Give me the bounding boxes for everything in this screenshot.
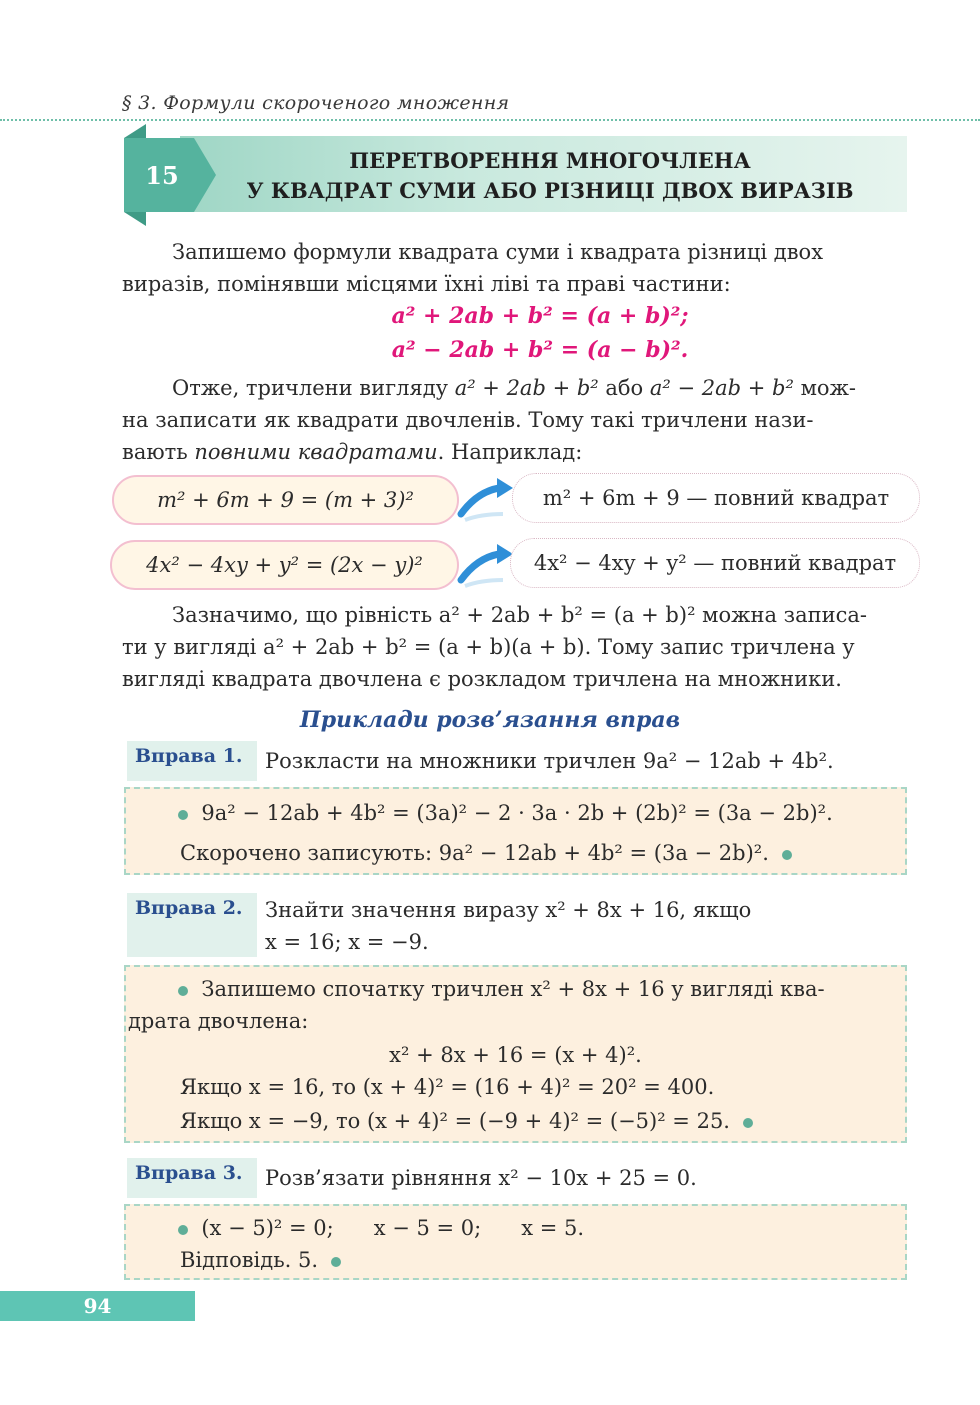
exercise-3-solution [124, 1204, 907, 1280]
end-dot-icon [782, 850, 792, 860]
para2-line-2: на записати як квадрати двочленів. Тому такі тричлени нази- [122, 408, 814, 432]
exercise-1-step: 9a² − 12ab + 4b² = (3a)² − 2 · 3a · 2b + (2b)² = (3a − 2b)². [201, 801, 833, 825]
arrow-right-icon [457, 474, 515, 522]
exercise-1-task: Розкласти на множники тричлен 9a² − 12ab + 4b². [265, 749, 834, 773]
exercise-2-solution-line-4: Якщо x = 16, то (x + 4)² = (16 + 4)² = 20² = 400. [180, 1075, 715, 1099]
para2-text-e: . Наприклад: [437, 440, 583, 464]
exercise-3-label [127, 1158, 257, 1198]
bullet-dot-icon [178, 810, 188, 820]
bullet-dot-icon [178, 1225, 188, 1235]
example-formula-2 [110, 540, 459, 590]
example-result-1 [512, 473, 920, 523]
exercise-2-step-1: Запишемо спочатку тричлен x² + 8x + 16 у вигляді ква- [201, 977, 825, 1001]
exercise-2-solution-line-3: x² + 8x + 16 = (x + 4)². [389, 1043, 642, 1067]
example-result-2-text: 4x² − 4xy + y² — повний квадрат [533, 551, 897, 575]
running-title: § 3. Формули скороченого множення [122, 92, 510, 114]
exercise-3-solution-line-1 [178, 1212, 584, 1244]
title-line-2: У КВАДРАТ СУМИ АБО РІЗНИЦІ ДВОХ ВИРАЗІВ [246, 178, 854, 203]
exercise-3-task: Розв’язати рівняння x² − 10x + 25 = 0. [265, 1166, 697, 1190]
arrow-right-icon [457, 540, 515, 588]
para2-line-3 [122, 436, 912, 468]
exercise-2-task-line-2: x = 16; x = −9. [265, 930, 429, 954]
exercise-1-summary: Скорочено записують: 9a² − 12ab + 4b² = (3a − 2b)². [180, 841, 769, 865]
exercise-1-label-text: Вправа 1. [135, 745, 243, 767]
lesson-number: 15 [145, 161, 179, 190]
example-formula-2-text: 4x² − 4xy + y² = (2x − y)² [146, 553, 423, 577]
exercise-2-step-5: Якщо x = −9, то (x + 4)² = (−9 + 4)² = (−5)² = 25. [180, 1109, 730, 1133]
exercise-2-label-text: Вправа 2. [135, 897, 243, 919]
example-result-1-text: m² + 6m + 9 — повний квадрат [542, 486, 890, 510]
para2-formula-1: a² + 2ab + b² [454, 376, 599, 400]
end-dot-icon [331, 1257, 341, 1267]
formula-square-sum: a² + 2ab + b² = (a + b)²; [391, 303, 689, 329]
para3-line-3: вигляді квадрата двочлена є розкладом тричлена на множники. [122, 667, 842, 691]
exercise-2-solution-line-5 [180, 1105, 753, 1137]
section-heading: Приклади розв’язання вправ [299, 707, 681, 733]
factorization-paragraph [122, 599, 912, 695]
lesson-number-badge [122, 124, 218, 228]
para2-text-a: Отже, тричлени вигляду [172, 376, 455, 400]
exercise-2-task [265, 894, 905, 958]
exercise-3-label-text: Вправа 3. [135, 1162, 243, 1184]
term-full-squares: повними квадратами [194, 440, 438, 464]
exercise-3-step-2: x − 5 = 0; [373, 1216, 482, 1240]
example-result-2 [510, 538, 920, 588]
exercise-2-task-line-1: Знайти значення виразу x² + 8x + 16, якщо [265, 898, 752, 922]
page-number: 94 [83, 1294, 112, 1318]
example-formula-1-text: m² + 6m + 9 = (m + 3)² [157, 488, 414, 512]
para3-line-1: Зазначимо, що рівність a² + 2ab + b² = (a + b)² можна записа- [172, 603, 867, 627]
lesson-title [215, 146, 885, 206]
para2-text-d: вають [122, 440, 195, 464]
para2-text-c: мож- [793, 376, 856, 400]
bullet-dot-icon [178, 986, 188, 996]
para3-line-2: ти у вигляді a² + 2ab + b² = (a + b)(a + b). Тому запис тричлена у [122, 635, 855, 659]
para2-line-1 [122, 372, 912, 404]
intro-line-2: виразів, помінявши місцями їхні ліві та праві частини: [122, 272, 731, 296]
formula-square-difference: a² − 2ab + b² = (a − b)². [391, 337, 689, 363]
exercise-2-solution-line-1 [178, 973, 825, 1005]
exercise-3-step-1: (x − 5)² = 0; [201, 1216, 334, 1240]
exercise-1-solution-line-1 [178, 797, 833, 829]
para2-text-b: або [598, 376, 650, 400]
full-square-paragraph [122, 372, 912, 468]
exercise-3-answer: Відповідь. 5. [180, 1248, 319, 1272]
title-line-1: ПЕРЕТВОРЕННЯ МНОГОЧЛЕНА [349, 148, 751, 173]
exercise-2-label [127, 893, 257, 957]
header-divider [0, 119, 980, 121]
para2-formula-2: a² − 2ab + b² [649, 376, 794, 400]
intro-paragraph [122, 236, 912, 300]
exercise-2-solution-line-2: драта двочлена: [128, 1009, 309, 1033]
exercise-1-solution-line-2 [180, 837, 792, 869]
exercise-3-step-3: x = 5. [521, 1216, 585, 1240]
exercise-2-solution [124, 965, 907, 1143]
example-formula-1 [112, 475, 459, 525]
exercise-3-solution-line-2 [180, 1244, 341, 1276]
end-dot-icon [743, 1118, 753, 1128]
intro-line-1: Запишемо формули квадрата суми і квадрата різниці двох [172, 240, 824, 264]
exercise-1-solution [124, 787, 907, 875]
exercise-1-label [127, 741, 257, 781]
